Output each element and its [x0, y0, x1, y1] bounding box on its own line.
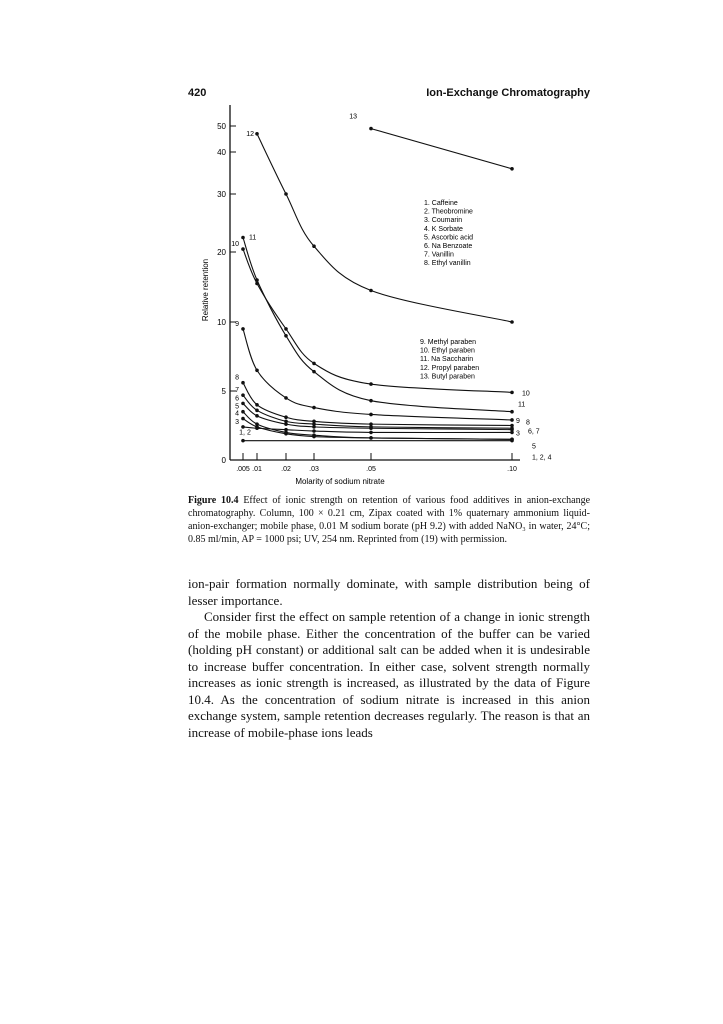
data-point — [284, 415, 288, 419]
series-start-label: 9 — [235, 320, 239, 328]
end-labels — [516, 390, 552, 461]
legend-entry: 4. K Sorbate — [424, 225, 463, 233]
data-point — [510, 418, 514, 422]
data-point — [312, 420, 316, 424]
data-point — [369, 413, 373, 417]
data-point — [510, 438, 514, 442]
data-point — [510, 320, 514, 324]
body-paragraph-1: ion-pair formation normally dominate, with sample distribution being of lesser importance. — [188, 576, 590, 608]
caption-label: Figure 10.4 — [188, 495, 239, 506]
legend-entry: 10. Ethyl paraben — [420, 347, 475, 355]
data-point — [241, 393, 245, 397]
series-line — [257, 134, 512, 322]
legend-entry: 3. Coumarin — [424, 217, 463, 225]
y-tick-label: 5 — [221, 387, 226, 396]
series-line — [371, 129, 512, 169]
caption-text: Effect of ionic strength on retention of various food additives in anion-exchange chromatography. Column, 100 × 0.21 cm, Zipax coated with 1% quaternary ammonium liquid-anion-exchanger; mobile phase, 0.01 M sodium borate (pH 9.2) with added NaNO₃ in water, 24°C; 0.85 ml/min, AP = 1000 psi; UV, 254 nm. Reprinted from (19) with permission. — [188, 495, 591, 545]
data-point — [241, 327, 245, 331]
y-tick-label: 50 — [217, 122, 226, 131]
data-point — [284, 327, 288, 331]
y-tick-label: 10 — [217, 318, 226, 327]
figure-caption — [188, 494, 590, 546]
series-end-label: 3 — [516, 430, 520, 438]
series-end-label: 1, 2, 4 — [532, 454, 552, 462]
x-tick-label: .03 — [309, 466, 319, 473]
data-point — [284, 192, 288, 196]
data-point — [312, 370, 316, 374]
series-end-label: 11 — [518, 401, 526, 409]
legend-entry: 6. Na Benzoate — [424, 243, 473, 250]
series-end-label: 8 — [526, 419, 530, 427]
data-point — [369, 431, 373, 435]
legend-entry: 13. Butyl paraben — [420, 373, 475, 381]
series-end-label: 10 — [522, 390, 530, 398]
series-start-label: 8 — [235, 374, 239, 382]
series-start-label: 10 — [231, 241, 239, 249]
data-point — [255, 369, 259, 373]
legend-compounds-9-13 — [420, 339, 479, 380]
legend-entry: 9. Methyl paraben — [420, 339, 477, 346]
data-point — [241, 236, 245, 240]
data-point — [255, 403, 259, 407]
series-start-label: 11 — [249, 234, 257, 242]
legend-entry: 2. Theobromine — [424, 208, 473, 216]
y-tick-label: 20 — [217, 248, 226, 257]
legend-entry: 1. Caffeine — [424, 200, 458, 207]
series-start-label: 12 — [246, 130, 254, 138]
y-tick-label: 30 — [217, 190, 226, 199]
legend-entry: 12. Propyl paraben — [420, 364, 480, 372]
series-end-label: 9 — [516, 417, 520, 425]
data-point — [369, 289, 373, 293]
data-point — [284, 431, 288, 435]
legend-entry: 11. Na Saccharin — [420, 356, 474, 364]
series-start-label: 13 — [349, 113, 357, 121]
data-point — [510, 424, 514, 428]
data-point — [241, 381, 245, 385]
x-tick-label: .05 — [366, 466, 376, 473]
series-start-label: 6 — [235, 395, 239, 403]
data-point — [369, 436, 373, 440]
data-point — [241, 402, 245, 406]
data-point — [241, 247, 245, 251]
x-tick-label: .01 — [252, 466, 262, 473]
y-ticks — [217, 122, 236, 465]
data-point — [255, 422, 259, 426]
data-point — [255, 278, 259, 282]
data-point — [369, 399, 373, 403]
data-point — [241, 417, 245, 421]
data-point — [369, 382, 373, 386]
data-point — [369, 422, 373, 426]
retention-chart — [0, 0, 723, 500]
body-paragraph-2: Consider first the effect on sample retention of a change in ionic strength of the mobile phase. Either the concentration of the buffer can be varied (holding pH constant) or additional salt can be added when it is undesirable to increase buffer concentration. In either case, solvent strength normally increases as ionic strength is increased, as illustrated by the data of Figure 10.4. As the concentration of sodium nitrate is increased in this anion exchange system, sample retention decreases regularly. The reason is that an increase of mobile-phase ions leads — [188, 609, 590, 740]
body-text — [188, 576, 590, 741]
x-tick-label: .005 — [236, 466, 250, 473]
series-layer — [231, 114, 514, 443]
data-point — [312, 362, 316, 366]
series-start-label: 4 — [235, 410, 239, 418]
data-point — [510, 391, 514, 395]
data-point — [312, 429, 316, 433]
data-point — [284, 396, 288, 400]
legend-entry: 5. Ascorbic acid — [424, 234, 474, 242]
x-tick-label: .02 — [281, 466, 291, 473]
data-point — [241, 439, 245, 443]
series-start-label: 7 — [235, 387, 239, 395]
data-point — [312, 244, 316, 248]
legend-compounds-1-8 — [424, 200, 473, 267]
data-point — [369, 127, 373, 131]
running-title: Ion-Exchange Chromatography — [426, 87, 590, 99]
data-point — [510, 410, 514, 414]
series-start-label: 3 — [235, 418, 239, 426]
data-point — [241, 425, 245, 429]
x-ticks — [236, 453, 517, 473]
data-point — [284, 334, 288, 338]
x-tick-label: .10 — [507, 466, 517, 473]
series-start-label: 5 — [235, 403, 239, 411]
data-point — [284, 420, 288, 424]
legend-entry: 8. Ethyl vanillin — [424, 260, 471, 268]
y-tick-label: 0 — [221, 456, 226, 465]
page-number: 420 — [188, 87, 207, 99]
y-tick-label: 40 — [217, 148, 226, 157]
series-end-label: 5 — [532, 443, 536, 451]
data-point — [255, 409, 259, 413]
x-axis-label: Molarity of sodium nitrate — [295, 477, 385, 486]
series-end-label: 6, 7 — [528, 428, 540, 436]
legend-entry: 7. Vanillin — [424, 251, 454, 259]
y-axis-label: Relative retention — [201, 258, 210, 322]
data-point — [312, 433, 316, 437]
series-start-label: 1, 2 — [239, 429, 251, 437]
data-point — [312, 406, 316, 410]
data-point — [241, 410, 245, 414]
data-point — [255, 414, 259, 418]
data-point — [255, 132, 259, 136]
data-point — [510, 167, 514, 171]
